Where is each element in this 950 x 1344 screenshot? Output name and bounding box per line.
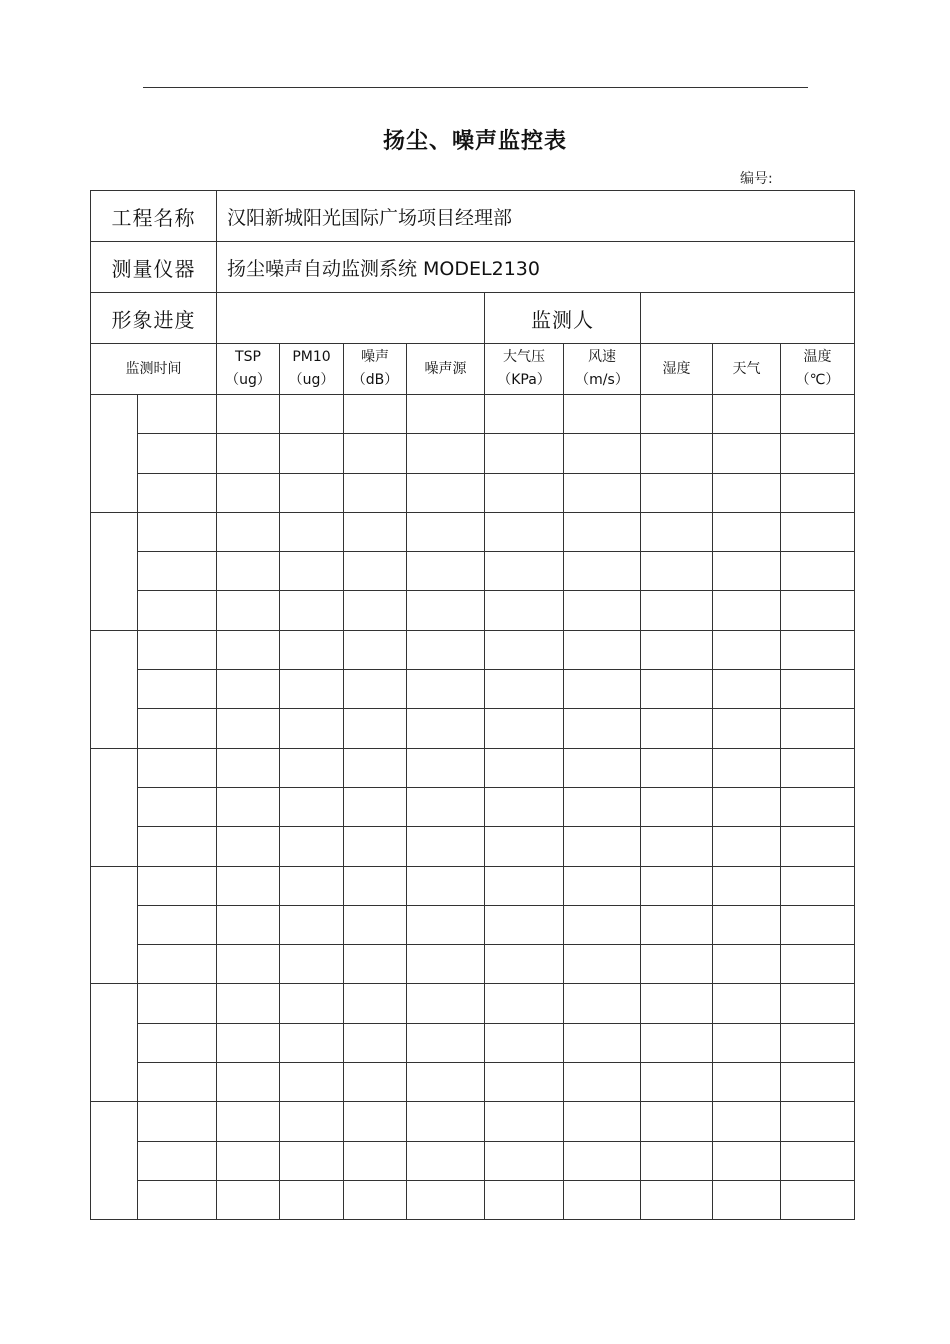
cell-weather[interactable]: [713, 1102, 781, 1141]
cell-pm10[interactable]: [280, 1102, 344, 1141]
cell-noise[interactable]: [344, 670, 407, 709]
cell-tsp[interactable]: [217, 905, 280, 944]
cell-humidity[interactable]: [641, 787, 713, 826]
cell-humidity[interactable]: [641, 866, 713, 905]
cell-tsp[interactable]: [217, 709, 280, 748]
table-row: [91, 1180, 855, 1219]
cell-pm10[interactable]: [280, 591, 344, 630]
cell-temperature[interactable]: [781, 434, 855, 473]
col-header-wind: [564, 344, 641, 395]
date-group-cell[interactable]: [91, 984, 138, 1102]
table-row: [91, 512, 855, 551]
cell-wind[interactable]: [564, 434, 641, 473]
cell-temperature[interactable]: [781, 395, 855, 434]
progress-row: [91, 293, 855, 344]
cell-weather[interactable]: [713, 1141, 781, 1180]
table-row: [91, 1102, 855, 1141]
date-group-cell[interactable]: [91, 512, 138, 630]
cell-temperature[interactable]: [781, 630, 855, 669]
cell-wind[interactable]: [564, 670, 641, 709]
cell-pressure[interactable]: [485, 1141, 564, 1180]
cell-pm10[interactable]: [280, 984, 344, 1023]
cell-humidity[interactable]: [641, 473, 713, 512]
table-row: [91, 670, 855, 709]
cell-tsp[interactable]: [217, 1063, 280, 1102]
cell-pm10[interactable]: [280, 827, 344, 866]
cell-weather[interactable]: [713, 512, 781, 551]
cell-noise-source[interactable]: [407, 1063, 485, 1102]
cell-pressure[interactable]: [485, 1180, 564, 1219]
cell-wind[interactable]: [564, 1141, 641, 1180]
cell-time[interactable]: [138, 512, 217, 551]
cell-noise-source[interactable]: [407, 984, 485, 1023]
cell-pressure[interactable]: [485, 1102, 564, 1141]
cell-pressure[interactable]: [485, 630, 564, 669]
page-title: 扬尘、噪声监控表: [382, 129, 567, 154]
cell-wind[interactable]: [564, 787, 641, 826]
cell-weather[interactable]: [713, 630, 781, 669]
col-header-pm10: [280, 344, 344, 395]
cell-noise-source[interactable]: [407, 512, 485, 551]
cell-pm10[interactable]: [280, 630, 344, 669]
cell-temperature[interactable]: [781, 473, 855, 512]
cell-pm10[interactable]: [280, 1141, 344, 1180]
cell-noise-source[interactable]: [407, 630, 485, 669]
date-group-cell[interactable]: [91, 1102, 138, 1220]
date-group-cell[interactable]: [91, 395, 138, 513]
cell-time[interactable]: [138, 670, 217, 709]
date-group-cell[interactable]: [91, 630, 138, 748]
cell-humidity[interactable]: [641, 1023, 713, 1062]
cell-pm10[interactable]: [280, 552, 344, 591]
cell-time[interactable]: [138, 945, 217, 984]
cell-weather[interactable]: [713, 473, 781, 512]
cell-noise[interactable]: [344, 591, 407, 630]
cell-noise-source[interactable]: [407, 670, 485, 709]
col-header-pm10-unit: （ug）: [288, 372, 335, 388]
cell-noise[interactable]: [344, 630, 407, 669]
cell-tsp[interactable]: [217, 512, 280, 551]
cell-time[interactable]: [138, 1141, 217, 1180]
col-header-temperature-name: 温度: [803, 349, 832, 365]
project-name-label: 工程名称: [91, 191, 217, 242]
cell-pressure[interactable]: [485, 670, 564, 709]
table-row: [91, 630, 855, 669]
table-row: [91, 1141, 855, 1180]
cell-weather[interactable]: [713, 787, 781, 826]
cell-pm10[interactable]: [280, 709, 344, 748]
cell-temperature[interactable]: [781, 670, 855, 709]
col-header-time: 监测时间: [91, 344, 217, 395]
cell-noise-source[interactable]: [407, 905, 485, 944]
cell-humidity[interactable]: [641, 670, 713, 709]
col-header-pressure: [485, 344, 564, 395]
cell-time[interactable]: [138, 630, 217, 669]
cell-humidity[interactable]: [641, 395, 713, 434]
cell-time[interactable]: [138, 984, 217, 1023]
cell-noise[interactable]: [344, 1141, 407, 1180]
cell-noise[interactable]: [344, 905, 407, 944]
cell-tsp[interactable]: [217, 670, 280, 709]
cell-temperature[interactable]: [781, 512, 855, 551]
cell-noise-source[interactable]: [407, 1180, 485, 1219]
cell-pressure[interactable]: [485, 1063, 564, 1102]
col-header-wind-name: 风速: [588, 349, 616, 365]
cell-pm10[interactable]: [280, 670, 344, 709]
cell-noise-source[interactable]: [407, 1102, 485, 1141]
cell-noise-source[interactable]: [407, 395, 485, 434]
cell-time[interactable]: [138, 434, 217, 473]
cell-wind[interactable]: [564, 866, 641, 905]
cell-noise[interactable]: [344, 1063, 407, 1102]
cell-noise-source[interactable]: [407, 709, 485, 748]
cell-tsp[interactable]: [217, 1180, 280, 1219]
cell-tsp[interactable]: [217, 434, 280, 473]
cell-temperature[interactable]: [781, 984, 855, 1023]
monitor-person-label: 监测人: [485, 293, 641, 344]
monitoring-form-table: [90, 190, 855, 1220]
cell-humidity[interactable]: [641, 1180, 713, 1219]
cell-noise-source[interactable]: [407, 787, 485, 826]
cell-weather[interactable]: [713, 709, 781, 748]
cell-temperature[interactable]: [781, 827, 855, 866]
cell-noise-source[interactable]: [407, 866, 485, 905]
cell-time[interactable]: [138, 905, 217, 944]
table-row: [91, 1063, 855, 1102]
column-header-row: [91, 344, 855, 395]
cell-time[interactable]: [138, 748, 217, 787]
cell-noise-source[interactable]: [407, 1141, 485, 1180]
cell-temperature[interactable]: [781, 905, 855, 944]
monitor-person-value[interactable]: [641, 293, 855, 344]
cell-pm10[interactable]: [280, 787, 344, 826]
cell-noise[interactable]: [344, 1023, 407, 1062]
cell-noise-source[interactable]: [407, 1023, 485, 1062]
cell-time[interactable]: [138, 787, 217, 826]
cell-noise-source[interactable]: [407, 748, 485, 787]
cell-time[interactable]: [138, 395, 217, 434]
cell-weather[interactable]: [713, 1180, 781, 1219]
cell-noise[interactable]: [344, 984, 407, 1023]
col-header-noise: [344, 344, 407, 395]
table-row: [91, 1023, 855, 1062]
cell-weather[interactable]: [713, 945, 781, 984]
cell-temperature[interactable]: [781, 591, 855, 630]
cell-humidity[interactable]: [641, 945, 713, 984]
cell-pm10[interactable]: [280, 1180, 344, 1219]
col-header-tsp: [217, 344, 280, 395]
cell-wind[interactable]: [564, 591, 641, 630]
cell-tsp[interactable]: [217, 1102, 280, 1141]
cell-noise[interactable]: [344, 748, 407, 787]
cell-humidity[interactable]: [641, 630, 713, 669]
cell-wind[interactable]: [564, 1023, 641, 1062]
cell-pressure[interactable]: [485, 552, 564, 591]
cell-noise[interactable]: [344, 787, 407, 826]
cell-weather[interactable]: [713, 591, 781, 630]
cell-temperature[interactable]: [781, 945, 855, 984]
cell-wind[interactable]: [564, 1180, 641, 1219]
cell-weather[interactable]: [713, 434, 781, 473]
cell-noise[interactable]: [344, 1102, 407, 1141]
table-row: [91, 748, 855, 787]
cell-humidity[interactable]: [641, 1063, 713, 1102]
table-row: [91, 827, 855, 866]
cell-humidity[interactable]: [641, 905, 713, 944]
cell-pressure[interactable]: [485, 787, 564, 826]
col-header-tsp-unit: （ug）: [225, 372, 271, 388]
cell-humidity[interactable]: [641, 591, 713, 630]
cell-time[interactable]: [138, 1180, 217, 1219]
cell-humidity[interactable]: [641, 552, 713, 591]
instrument-label: 测量仪器: [91, 242, 217, 293]
col-header-humidity: 湿度: [641, 344, 713, 395]
cell-wind[interactable]: [564, 1102, 641, 1141]
col-header-noise-unit: （dB）: [351, 372, 399, 388]
cell-temperature[interactable]: [781, 787, 855, 826]
cell-noise[interactable]: [344, 827, 407, 866]
cell-pressure[interactable]: [485, 591, 564, 630]
progress-value[interactable]: [217, 293, 485, 344]
cell-tsp[interactable]: [217, 591, 280, 630]
serial-number-label: 编号:: [740, 171, 773, 187]
cell-time[interactable]: [138, 1023, 217, 1062]
cell-noise[interactable]: [344, 1180, 407, 1219]
cell-noise-source[interactable]: [407, 473, 485, 512]
cell-pm10[interactable]: [280, 945, 344, 984]
table-row: [91, 866, 855, 905]
cell-tsp[interactable]: [217, 395, 280, 434]
cell-noise[interactable]: [344, 473, 407, 512]
cell-pressure[interactable]: [485, 1023, 564, 1062]
cell-weather[interactable]: [713, 670, 781, 709]
cell-noise[interactable]: [344, 395, 407, 434]
cell-weather[interactable]: [713, 552, 781, 591]
cell-temperature[interactable]: [781, 1180, 855, 1219]
cell-time[interactable]: [138, 709, 217, 748]
table-row: [91, 473, 855, 512]
cell-wind[interactable]: [564, 984, 641, 1023]
cell-temperature[interactable]: [781, 866, 855, 905]
table-row: [91, 905, 855, 944]
cell-weather[interactable]: [713, 748, 781, 787]
cell-tsp[interactable]: [217, 630, 280, 669]
instrument-value[interactable]: 扬尘噪声自动监测系统 MODEL2130: [217, 242, 855, 293]
cell-pressure[interactable]: [485, 434, 564, 473]
table-row: [91, 945, 855, 984]
cell-pressure[interactable]: [485, 748, 564, 787]
cell-noise-source[interactable]: [407, 827, 485, 866]
table-row: [91, 552, 855, 591]
cell-pressure[interactable]: [485, 984, 564, 1023]
cell-wind[interactable]: [564, 512, 641, 551]
col-header-pressure-name: 大气压: [503, 349, 545, 365]
col-header-noise-name: 噪声: [361, 349, 389, 365]
table-row: [91, 395, 855, 434]
cell-tsp[interactable]: [217, 827, 280, 866]
cell-wind[interactable]: [564, 1063, 641, 1102]
cell-pm10[interactable]: [280, 512, 344, 551]
cell-time[interactable]: [138, 552, 217, 591]
col-header-pressure-unit: （KPa）: [497, 372, 551, 388]
cell-pressure[interactable]: [485, 905, 564, 944]
cell-noise-source[interactable]: [407, 434, 485, 473]
cell-pressure[interactable]: [485, 395, 564, 434]
cell-humidity[interactable]: [641, 827, 713, 866]
cell-wind[interactable]: [564, 945, 641, 984]
table-row: [91, 709, 855, 748]
cell-tsp[interactable]: [217, 945, 280, 984]
cell-noise[interactable]: [344, 434, 407, 473]
cell-pressure[interactable]: [485, 709, 564, 748]
cell-wind[interactable]: [564, 473, 641, 512]
cell-weather[interactable]: [713, 827, 781, 866]
col-header-tsp-name: TSP: [235, 349, 261, 365]
cell-noise-source[interactable]: [407, 591, 485, 630]
cell-humidity[interactable]: [641, 434, 713, 473]
project-name-value[interactable]: 汉阳新城阳光国际广场项目经理部: [217, 191, 855, 242]
cell-pm10[interactable]: [280, 1063, 344, 1102]
cell-pm10[interactable]: [280, 473, 344, 512]
cell-wind[interactable]: [564, 395, 641, 434]
cell-time[interactable]: [138, 1063, 217, 1102]
cell-temperature[interactable]: [781, 552, 855, 591]
cell-humidity[interactable]: [641, 984, 713, 1023]
cell-pressure[interactable]: [485, 866, 564, 905]
col-header-noise-source: 噪声源: [407, 344, 485, 395]
cell-weather[interactable]: [713, 984, 781, 1023]
cell-temperature[interactable]: [781, 1102, 855, 1141]
cell-tsp[interactable]: [217, 866, 280, 905]
cell-noise-source[interactable]: [407, 552, 485, 591]
cell-pm10[interactable]: [280, 748, 344, 787]
cell-weather[interactable]: [713, 395, 781, 434]
cell-temperature[interactable]: [781, 1063, 855, 1102]
cell-humidity[interactable]: [641, 748, 713, 787]
cell-pressure[interactable]: [485, 512, 564, 551]
cell-humidity[interactable]: [641, 709, 713, 748]
cell-noise[interactable]: [344, 945, 407, 984]
cell-temperature[interactable]: [781, 1141, 855, 1180]
cell-noise-source[interactable]: [407, 945, 485, 984]
table-row: [91, 787, 855, 826]
progress-label: 形象进度: [91, 293, 217, 344]
cell-time[interactable]: [138, 827, 217, 866]
cell-weather[interactable]: [713, 866, 781, 905]
cell-pm10[interactable]: [280, 905, 344, 944]
cell-time[interactable]: [138, 866, 217, 905]
instrument-row: [91, 242, 855, 293]
cell-humidity[interactable]: [641, 512, 713, 551]
cell-time[interactable]: [138, 473, 217, 512]
cell-wind[interactable]: [564, 827, 641, 866]
top-rule: [143, 87, 808, 88]
cell-noise[interactable]: [344, 709, 407, 748]
cell-pm10[interactable]: [280, 1023, 344, 1062]
table-row: [91, 434, 855, 473]
cell-noise[interactable]: [344, 552, 407, 591]
cell-wind[interactable]: [564, 552, 641, 591]
cell-tsp[interactable]: [217, 1023, 280, 1062]
cell-pm10[interactable]: [280, 866, 344, 905]
table-row: [91, 591, 855, 630]
cell-pm10[interactable]: [280, 434, 344, 473]
cell-pressure[interactable]: [485, 945, 564, 984]
cell-weather[interactable]: [713, 1063, 781, 1102]
cell-tsp[interactable]: [217, 787, 280, 826]
cell-wind[interactable]: [564, 905, 641, 944]
table-row: [91, 984, 855, 1023]
col-header-temperature-unit: （℃）: [795, 372, 840, 388]
cell-wind[interactable]: [564, 630, 641, 669]
date-group-cell[interactable]: [91, 748, 138, 866]
cell-time[interactable]: [138, 1102, 217, 1141]
cell-temperature[interactable]: [781, 1023, 855, 1062]
col-header-wind-unit: （m/s）: [575, 372, 629, 388]
cell-tsp[interactable]: [217, 748, 280, 787]
cell-wind[interactable]: [564, 709, 641, 748]
cell-tsp[interactable]: [217, 473, 280, 512]
date-group-cell[interactable]: [91, 866, 138, 984]
cell-wind[interactable]: [564, 748, 641, 787]
cell-noise[interactable]: [344, 512, 407, 551]
col-header-weather: 天气: [713, 344, 781, 395]
cell-noise[interactable]: [344, 866, 407, 905]
cell-temperature[interactable]: [781, 709, 855, 748]
cell-pm10[interactable]: [280, 395, 344, 434]
col-header-pm10-name: PM10: [292, 349, 331, 365]
col-header-temperature: [781, 344, 855, 395]
project-row: [91, 191, 855, 242]
cell-humidity[interactable]: [641, 1141, 713, 1180]
cell-temperature[interactable]: [781, 748, 855, 787]
cell-tsp[interactable]: [217, 552, 280, 591]
cell-weather[interactable]: [713, 905, 781, 944]
cell-time[interactable]: [138, 591, 217, 630]
cell-humidity[interactable]: [641, 1102, 713, 1141]
cell-weather[interactable]: [713, 1023, 781, 1062]
cell-pressure[interactable]: [485, 473, 564, 512]
cell-pressure[interactable]: [485, 827, 564, 866]
cell-tsp[interactable]: [217, 1141, 280, 1180]
cell-tsp[interactable]: [217, 984, 280, 1023]
